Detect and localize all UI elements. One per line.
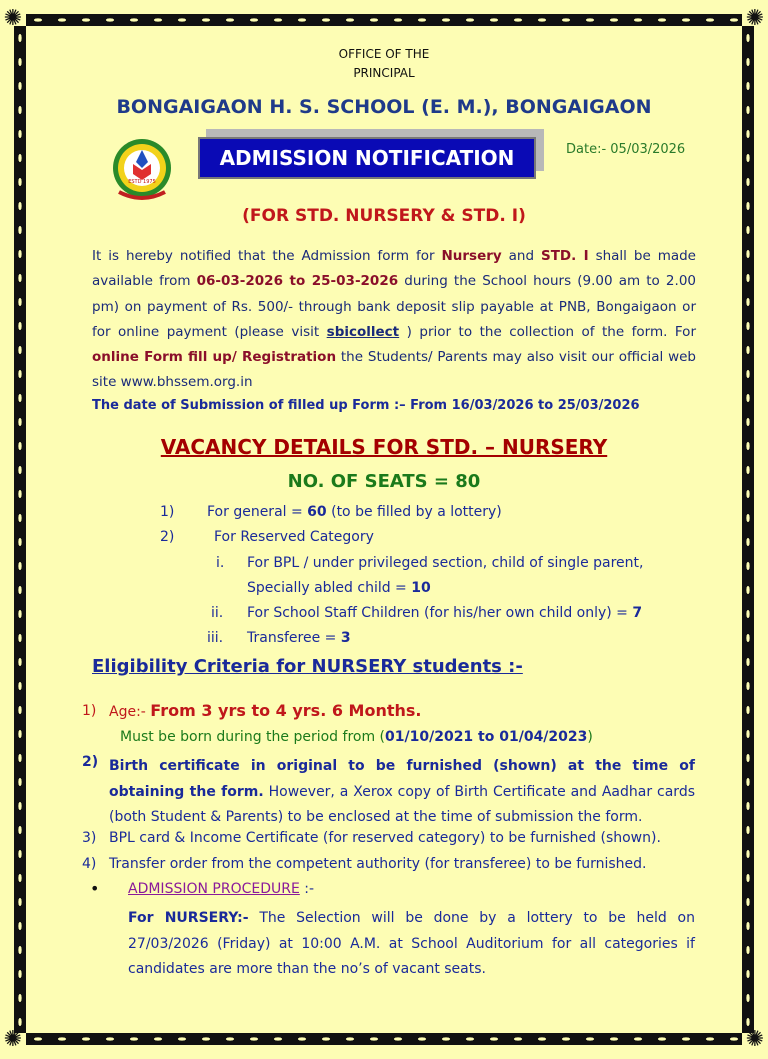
- corner-ornament-icon: ✺: [745, 6, 765, 31]
- intro-paragraph: It is hereby notified that the Admission form for Nursery and STD. I shall be made available from 06-03-2026 to 25-03-2026 during the School hours (9.00 am to 2.00 pm) on payment of Rs. 500/- through bank deposit slip payable at PNB, Bongaigaon or for online payment (please visit sbicollect ) prior to the collection of the form. For online Form fill up/ Registration the Students/ Parents may also visit our official web site www.bhssem.org.in: [92, 248, 696, 391]
- list-number: iii.: [207, 630, 224, 646]
- submission-dates: The date of Submission of filled up Form :– From 16/03/2026 to 25/03/2026: [92, 398, 640, 413]
- notification-title-box: [198, 137, 536, 179]
- office-line-2: PRINCIPAL: [353, 66, 415, 80]
- logo-text: ESTD 1975: [128, 179, 156, 185]
- eligibility-title: Eligibility Criteria for NURSERY students :-: [92, 656, 523, 677]
- corner-ornament-icon: ✺: [3, 1027, 23, 1052]
- general-seats: For general = 60 (to be filled by a lottery): [207, 504, 502, 520]
- left-border: [14, 26, 26, 1033]
- school-logo: [111, 134, 173, 206]
- procedure-text: For NURSERY:- The Selection will be done by a lottery to be held on 27/03/2026 (Friday) at 10:00 A.M. at School Auditorium for all categories if candidates are more than the no’s of vacant seats.: [128, 910, 695, 977]
- reserved-staff: For School Staff Children (for his/her own child only) = 7: [247, 605, 643, 621]
- bullet-icon: •: [90, 879, 100, 898]
- list-number: 1): [82, 703, 97, 719]
- procedure-heading: ADMISSION PROCEDURE :-: [128, 881, 315, 897]
- reserved-transferee: Transferee = 3: [247, 630, 351, 646]
- notice-date: Date:- 05/03/2026: [566, 142, 686, 157]
- subtitle: (FOR STD. NURSERY & STD. I): [242, 206, 526, 226]
- list-number: 3): [82, 830, 97, 846]
- seat-count: NO. OF SEATS = 80: [287, 471, 481, 492]
- age-criteria: Age:- From 3 yrs to 4 yrs. 6 Months.: [109, 701, 422, 720]
- list-number: i.: [216, 555, 225, 571]
- reserved-bpl: For BPL / under privileged section, child of single parent,: [247, 555, 644, 571]
- school-name: BONGAIGAON H. S. SCHOOL (E. M.), BONGAIGAON: [116, 96, 652, 118]
- list-number: 4): [82, 856, 97, 872]
- right-border: [742, 26, 754, 1033]
- birth-certificate-criteria: Birth certificate in original to be furnished (shown) at the time of obtaining the form. However, a Xerox copy of Birth Certificate and Aadhar cards (both Student & Parents) to be enclosed at the time of submission the form.: [109, 758, 695, 825]
- list-number: 1): [160, 504, 175, 520]
- sbicollect-link[interactable]: sbicollect: [326, 323, 400, 340]
- reserved-heading: For Reserved Category: [214, 529, 374, 545]
- office-line-1: OFFICE OF THE: [338, 47, 430, 61]
- notification-title: ADMISSION NOTIFICATION: [219, 146, 515, 170]
- corner-ornament-icon: ✺: [745, 1027, 765, 1052]
- list-number: 2): [82, 754, 99, 770]
- corner-ornament-icon: ✺: [3, 6, 23, 31]
- reserved-bpl-value: Specially abled child = 10: [247, 580, 431, 596]
- birth-period: Must be born during the period from (01/10/2021 to 01/04/2023): [120, 729, 593, 745]
- vacancy-title: VACANCY DETAILS FOR STD. – NURSERY: [160, 435, 608, 459]
- top-border: [26, 14, 742, 26]
- bpl-criteria: BPL card & Income Certificate (for reserved category) to be furnished (shown).: [109, 830, 661, 846]
- bottom-border: [26, 1033, 742, 1045]
- list-number: 2): [160, 529, 175, 545]
- list-number: ii.: [211, 605, 224, 621]
- transfer-criteria: Transfer order from the competent authority (for transferee) to be furnished.: [109, 856, 647, 872]
